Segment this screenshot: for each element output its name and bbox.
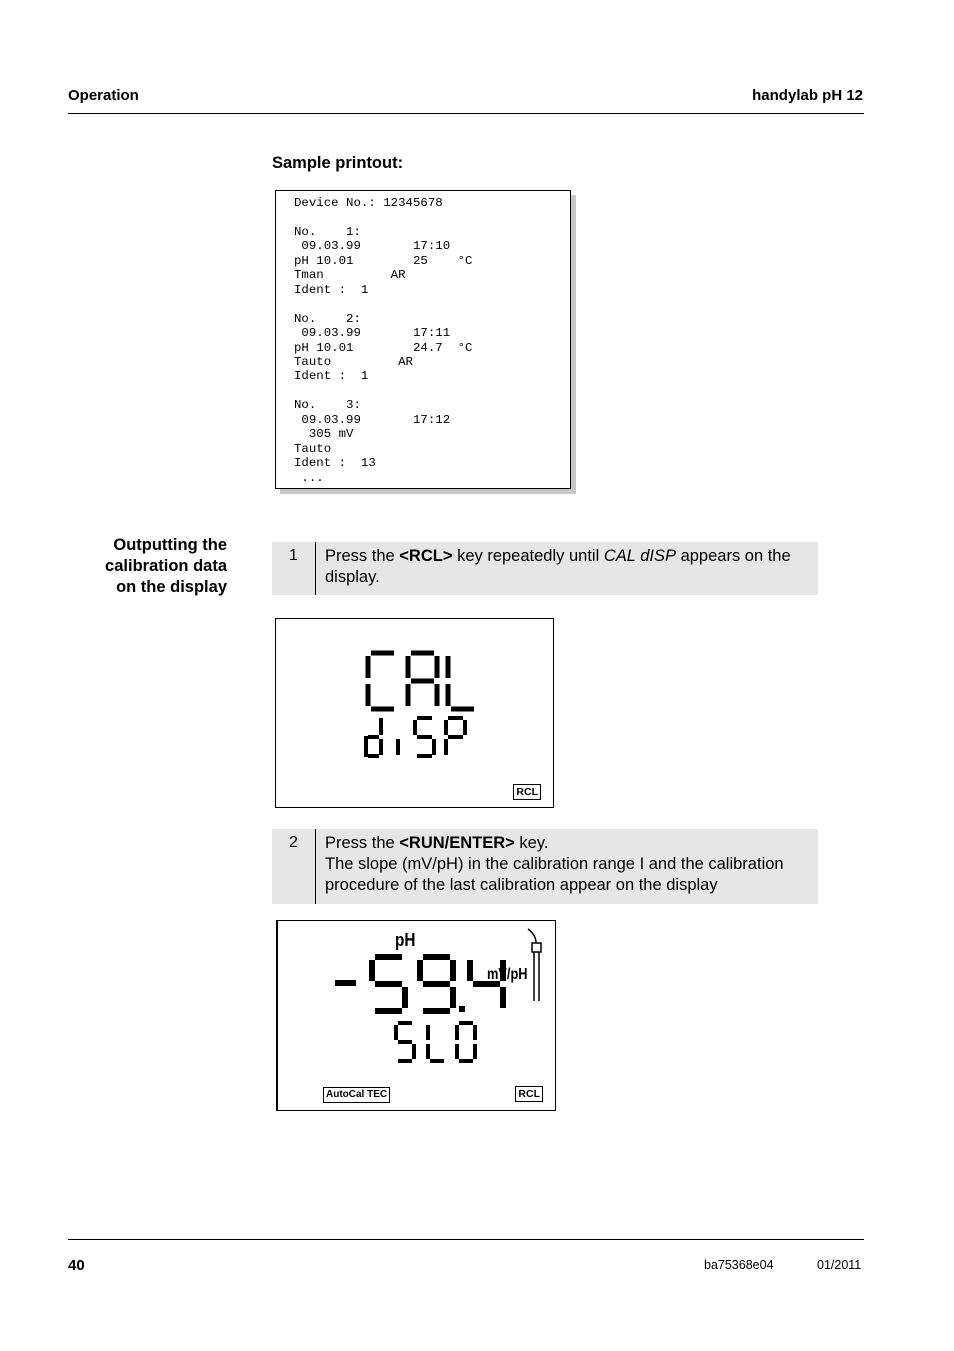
ph-unit-label: pH [395, 930, 416, 950]
printout-line [294, 210, 570, 224]
printout-line: No. 1: [294, 224, 361, 239]
step-text [325, 833, 810, 896]
header-rule [68, 113, 864, 114]
printout-line [294, 297, 570, 311]
step-1 [272, 542, 818, 595]
lcd-segments [276, 619, 553, 807]
printout-line [294, 384, 570, 398]
sidebar-label [27, 535, 227, 598]
printout-line: Tman AR [294, 268, 406, 283]
electrode-icon [528, 929, 541, 1001]
printout-line: Device No.: 12345678 [294, 196, 443, 210]
sample-heading: Sample printout: [272, 154, 404, 172]
lcd-line-2 [396, 1023, 475, 1061]
step-text [325, 546, 810, 588]
header-product: handylab pH 12 [752, 87, 863, 104]
printout-line: No. 3: [294, 398, 361, 413]
rcl-indicator: RCL [513, 784, 541, 800]
printout-line: 09.03.99 17:11 [294, 326, 451, 341]
printout-line: Ident : 13 [294, 456, 376, 471]
printout-line: ... [294, 470, 324, 485]
step-text-part: Press the [325, 547, 400, 565]
step-text-part: Press the [325, 834, 400, 852]
display-code: CAL dISP [603, 547, 676, 565]
step-text-line-1 [325, 833, 810, 854]
step-2 [272, 829, 818, 904]
lcd-line-2 [366, 718, 465, 757]
page-number: 40 [68, 1257, 85, 1274]
sample-printout [275, 190, 571, 489]
printout-line: No. 2: [294, 311, 361, 326]
electrode-head [532, 943, 541, 952]
lcd-display-slope [276, 920, 556, 1111]
printout-line: Ident : 1 [294, 282, 369, 297]
step-text-line-2: The slope (mV/pH) in the calibration range I and the calibration procedure of the last calibration appear on the display [325, 855, 784, 894]
step-text-part: appears on the display. [325, 547, 791, 586]
lcd-line-1 [335, 957, 503, 1011]
printout-line: Tauto AR [294, 354, 413, 369]
printout-text [276, 191, 570, 485]
sidebar-label-line: calibration data [105, 557, 227, 575]
electrode-cable [528, 929, 536, 943]
lcd-line-1 [368, 653, 474, 709]
step-number: 1 [272, 542, 316, 595]
header-section: Operation [68, 87, 139, 104]
key-run-enter: <RUN/ENTER> [399, 834, 515, 852]
autocal-tec-indicator: AutoCal TEC [323, 1087, 390, 1103]
printout-line: 305 mV [294, 427, 354, 442]
printout-line: 09.03.99 17:12 [294, 412, 451, 427]
printout-line: pH 10.01 24.7 °C [294, 340, 473, 355]
rcl-indicator: RCL [515, 1086, 543, 1102]
footer-rule [68, 1239, 864, 1240]
sidebar-label-line: Outputting the [113, 536, 227, 554]
lcd-display-cal [275, 618, 554, 808]
lcd-segments [278, 921, 556, 1110]
mvph-unit-label: mV/pH [487, 966, 528, 983]
doc-date: 01/2011 [817, 1258, 862, 1272]
printout-line: pH 10.01 25 °C [294, 253, 473, 268]
step-text-part: key repeatedly until [452, 547, 604, 565]
printout-line: 09.03.99 17:10 [294, 239, 451, 254]
printout-line: Tauto [294, 441, 332, 456]
sidebar-label-line: on the display [116, 578, 227, 596]
step-text-part: key. [514, 834, 549, 852]
key-rcl: <RCL> [399, 547, 453, 565]
step-number: 2 [272, 829, 316, 904]
doc-id: ba75368e04 [704, 1258, 774, 1272]
printout-line: Ident : 1 [294, 369, 369, 384]
